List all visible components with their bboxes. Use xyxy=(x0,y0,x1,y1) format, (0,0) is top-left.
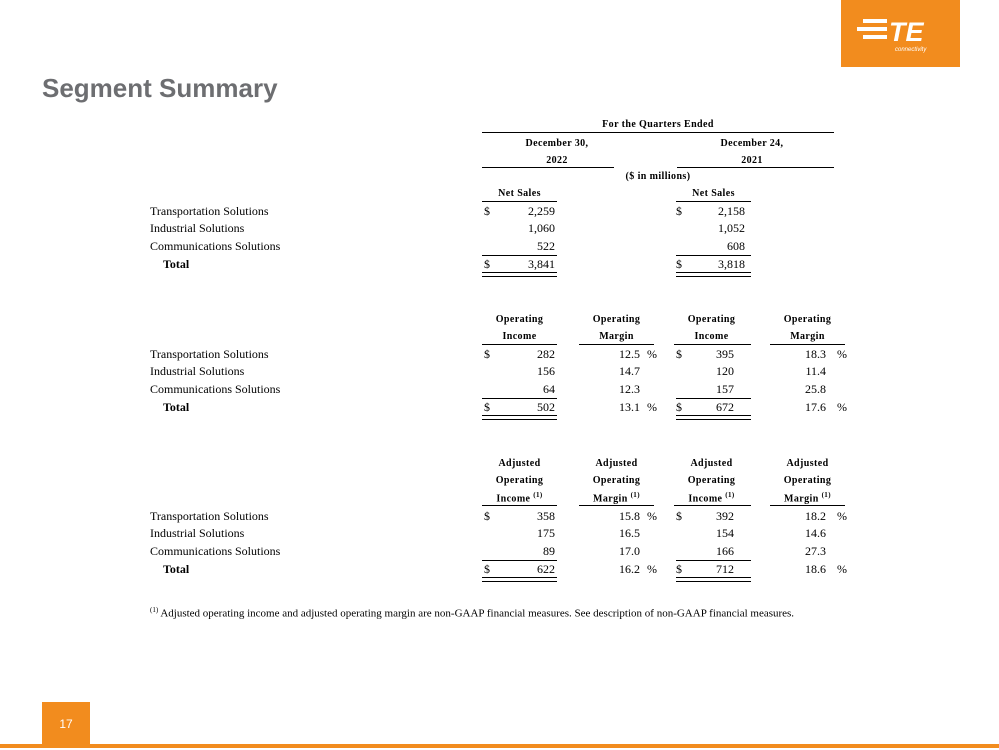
logo-tagline: connectivity xyxy=(895,47,927,53)
op-margin-value: 11.4 xyxy=(805,364,826,378)
op-margin-header-l2: Margin xyxy=(599,331,634,342)
total-double-rule xyxy=(482,272,557,277)
footnote-marker: (1) xyxy=(630,491,640,499)
percent-sign: % xyxy=(647,347,657,361)
dollar-sign: $ xyxy=(676,347,682,361)
adj-income-header-l3: Income $^{(1)}$ xyxy=(688,491,735,505)
units-label: ($ in millions) xyxy=(625,171,691,182)
subtotal-rule xyxy=(676,398,751,399)
total-double-rule xyxy=(482,577,557,582)
op-income-total: 502 xyxy=(537,400,555,414)
subtotal-rule xyxy=(482,398,557,399)
net-sales-total-label: Total xyxy=(163,257,190,271)
op-income-header-l1: Operating xyxy=(687,314,736,325)
adj-row-label: Communications Solutions xyxy=(150,544,281,558)
footnote-marker: (1) xyxy=(725,491,735,499)
percent-sign: % xyxy=(647,509,657,523)
footnote-marker: (1) xyxy=(150,606,159,614)
col-2022-rule xyxy=(482,167,614,168)
op-income-value: 120 xyxy=(716,364,734,378)
op-income-header-l2: Income xyxy=(694,331,729,342)
adj-margin-header-l3: Margin $^{(1)}$ xyxy=(784,491,831,505)
dollar-sign: $ xyxy=(676,257,682,271)
net-sales-header-2021: Net Sales xyxy=(692,188,735,199)
col-2022-date: December 30, xyxy=(525,138,589,149)
net-sales-header-2022: Net Sales xyxy=(498,188,541,199)
op-margin-total: 17.6 xyxy=(805,400,826,414)
footnote xyxy=(150,602,840,622)
op-income-value: 156 xyxy=(537,364,555,378)
net-sales-value: 608 xyxy=(727,239,745,253)
subtotal-rule xyxy=(482,255,557,256)
adj-income-header-l3: Income $^{(1)}$ xyxy=(496,491,543,505)
adj-row-label: Transportation Solutions xyxy=(150,509,269,523)
header-rule xyxy=(674,505,751,506)
col-2021-date: December 24, xyxy=(720,138,784,149)
dollar-sign: $ xyxy=(676,204,682,218)
dollar-sign: $ xyxy=(676,509,682,523)
op-income-value: 282 xyxy=(537,347,555,361)
net-sales-header-rule-2022 xyxy=(482,201,557,202)
op-income-value: 64 xyxy=(543,382,555,396)
adj-total-label: Total xyxy=(163,562,190,576)
header-rule xyxy=(770,505,845,506)
adj-margin-value: 16.5 xyxy=(619,526,640,540)
adj-header-l1: Adjusted xyxy=(690,458,733,469)
percent-sign: % xyxy=(647,400,657,414)
net-sales-value: 1,060 xyxy=(528,221,555,235)
total-double-rule xyxy=(482,415,557,420)
adj-income-value: 358 xyxy=(537,509,555,523)
op-margin-value: 14.7 xyxy=(619,364,640,378)
op-row-label: Communications Solutions xyxy=(150,382,281,396)
adj-header-l2: Operating xyxy=(783,475,832,486)
op-income-value: 395 xyxy=(716,347,734,361)
percent-sign: % xyxy=(837,400,847,414)
subtotal-rule xyxy=(676,560,751,561)
header-rule xyxy=(770,344,845,345)
adj-header-l2: Operating xyxy=(687,475,736,486)
header-rule xyxy=(579,344,654,345)
adj-header-l2: Operating xyxy=(495,475,544,486)
dollar-sign: $ xyxy=(484,257,490,271)
dollar-sign: $ xyxy=(484,204,490,218)
net-sales-row-label: Industrial Solutions xyxy=(150,221,245,235)
col-2022-year: 2022 xyxy=(546,155,568,166)
header-rule xyxy=(674,344,751,345)
adj-income-value: 175 xyxy=(537,526,555,540)
col-2021-rule xyxy=(677,167,834,168)
subtotal-rule xyxy=(482,560,557,561)
op-income-header-l1: Operating xyxy=(495,314,544,325)
footnote-text: Adjusted operating income and adjusted operating margin are non-GAAP financial measures. See description of non-GAAP financial measures. xyxy=(158,607,795,620)
dollar-sign: $ xyxy=(676,562,682,576)
percent-sign: % xyxy=(837,509,847,523)
net-sales-value: 2,259 xyxy=(528,204,555,218)
net-sales-row-label: Communications Solutions xyxy=(150,239,281,253)
adj-margin-value: 14.6 xyxy=(805,526,826,540)
percent-sign: % xyxy=(837,347,847,361)
adj-margin-value: 17.0 xyxy=(619,544,640,558)
dollar-sign: $ xyxy=(484,562,490,576)
total-double-rule xyxy=(676,272,751,277)
op-margin-value: 18.3 xyxy=(805,347,826,361)
op-margin-header-l1: Operating xyxy=(592,314,641,325)
adj-income-value: 392 xyxy=(716,509,734,523)
dollar-sign: $ xyxy=(484,400,490,414)
te-logo-mark xyxy=(841,0,960,67)
net-sales-value: 1,052 xyxy=(718,221,745,235)
net-sales-value: 522 xyxy=(537,239,555,253)
net-sales-header-rule-2021 xyxy=(676,201,751,202)
op-total-label: Total xyxy=(163,400,190,414)
adj-income-value: 89 xyxy=(543,544,555,558)
header-rule xyxy=(482,344,557,345)
adj-header-l1: Adjusted xyxy=(595,458,638,469)
adj-income-total: 712 xyxy=(716,562,734,576)
period-header: For the Quarters Ended xyxy=(602,119,714,130)
te-connectivity-logo xyxy=(841,0,960,67)
adj-margin-value: 27.3 xyxy=(805,544,826,558)
adj-margin-total: 18.6 xyxy=(805,562,826,576)
adj-margin-total: 16.2 xyxy=(619,562,640,576)
adj-margin-value: 15.8 xyxy=(619,509,640,523)
op-income-total: 672 xyxy=(716,400,734,414)
op-income-value: 157 xyxy=(716,382,734,396)
subtotal-rule xyxy=(676,255,751,256)
op-margin-total: 13.1 xyxy=(619,400,640,414)
percent-sign: % xyxy=(837,562,847,576)
header-rule xyxy=(579,505,654,506)
adj-header-l1: Adjusted xyxy=(498,458,541,469)
page-title: Segment Summary xyxy=(42,73,278,103)
total-double-rule xyxy=(676,577,751,582)
adj-income-total: 622 xyxy=(537,562,555,576)
total-double-rule xyxy=(676,415,751,420)
dollar-sign: $ xyxy=(676,400,682,414)
op-income-header-l2: Income xyxy=(502,331,537,342)
adj-margin-value: 18.2 xyxy=(805,509,826,523)
logo-brand: TE xyxy=(889,17,924,47)
footnote-marker: (1) xyxy=(821,491,831,499)
op-margin-value: 25.8 xyxy=(805,382,826,396)
adj-header-l2: Operating xyxy=(592,475,641,486)
adj-margin-header-l3: Margin $^{(1)}$ xyxy=(593,491,640,505)
dollar-sign: $ xyxy=(484,347,490,361)
net-sales-row-label: Transportation Solutions xyxy=(150,204,269,218)
op-row-label: Industrial Solutions xyxy=(150,364,245,378)
col-2021-year: 2021 xyxy=(741,155,763,166)
percent-sign: % xyxy=(647,562,657,576)
adj-income-value: 154 xyxy=(716,526,734,540)
net-sales-total-value: 3,818 xyxy=(718,257,745,271)
dollar-sign: $ xyxy=(484,509,490,523)
op-margin-value: 12.5 xyxy=(619,347,640,361)
net-sales-total-value: 3,841 xyxy=(528,257,555,271)
adj-income-value: 166 xyxy=(716,544,734,558)
net-sales-value: 2,158 xyxy=(718,204,745,218)
bottom-accent-bar xyxy=(0,744,999,748)
adj-header-l1: Adjusted xyxy=(786,458,829,469)
page-number: 17 xyxy=(42,702,90,746)
op-row-label: Transportation Solutions xyxy=(150,347,269,361)
footnote-marker: (1) xyxy=(533,491,543,499)
header-rule xyxy=(482,505,557,506)
period-header-rule xyxy=(482,132,834,133)
op-margin-value: 12.3 xyxy=(619,382,640,396)
adj-row-label: Industrial Solutions xyxy=(150,526,245,540)
op-margin-header-l2: Margin xyxy=(790,331,825,342)
op-margin-header-l1: Operating xyxy=(783,314,832,325)
